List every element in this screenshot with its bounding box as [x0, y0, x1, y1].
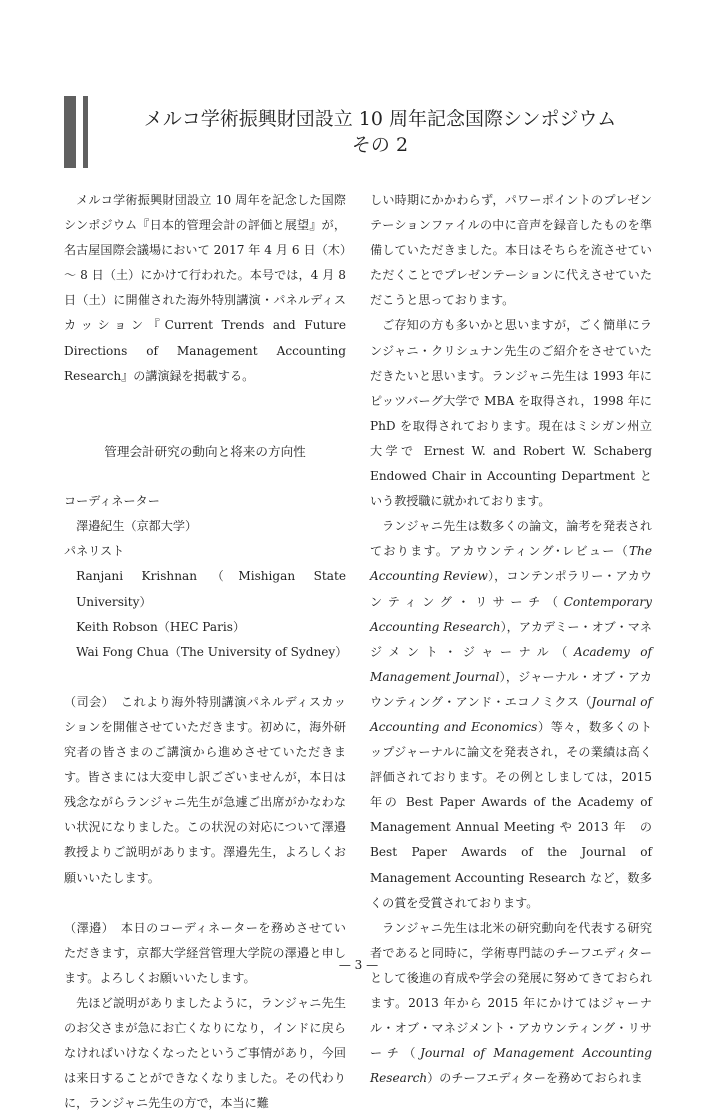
panelist-label: パネリスト	[64, 544, 125, 559]
journal-title: Journal of Management Accounting Research	[370, 1046, 652, 1086]
left-column	[64, 188, 346, 1116]
moderator-speech: これより海外特別講演パネルディスカッションを開催させていただきます。初めに，海外研究者の皆さまのご講演から進めさせていただきます。皆さまには大変申し訳ございませんが，本日は残念ながらランジャニ先生が急遽ご出席がかなわない状況になりました。この状況の対応について澤邉教授よりご説明があります。澤邉先生，よろしくお願いいたします。	[64, 694, 346, 885]
sawabe-speech: 本日のコーディネーターを務めさせていただきます，京都大学経営管理大学院の澤邉と申します。よろしくお願いいたします。	[64, 920, 346, 985]
panelist-item: Keith Robson（HEC Paris）	[76, 619, 246, 634]
text-run: ），アカデミー・オブ・マネジメント・ジャーナル（	[370, 619, 653, 659]
journal-title: Contemporary Accounting Research	[370, 594, 652, 634]
sawabe-speaker-label: （澤邉）	[64, 920, 109, 935]
right-column	[370, 188, 652, 1091]
article-title-line2: その 2	[351, 134, 409, 156]
panelist-item: Ranjani Krishnan（Mishigan State University）	[76, 569, 346, 609]
text-run: ランジャニ先生は数多くの論文，論考を発表されております。アカウンティング･レビュー（	[370, 519, 652, 559]
journal-title: Academy of Management Journal	[370, 644, 652, 684]
body-paragraph-1: しい時期にかかわらず，パワーポイントのプレゼンテーションファイルの中に音声を録音したものを準備していただきました。本日はそちらを流させていただくことでプレゼンテーションに代えさせていただこうと思っております。	[370, 193, 652, 308]
coordinator-name: 澤邉紀生（京都大学）	[76, 519, 198, 534]
text-run: ）のチーフエディターを務めておられま	[427, 1071, 643, 1086]
page-number: — 3 —	[338, 958, 379, 972]
intro-paragraph: メルコ学術振興財団設立 10 周年を記念した国際シンポジウム『日本的管理会計の評価と展望』が，名古屋国際会議場において 2017 年 4 月 6 日（木）～ 8 日（土）にかけて行われた。本号では，4 月 8 日（土）に開催された海外特別講演・パネルディスカッション『Current Trends and Future Directions of Management Accounting Research』の講演録を掲載する。	[64, 193, 346, 383]
sawabe-paragraph-2: 先ほど説明がありましたように，ランジャニ先生のお父さまが急にお亡くなりになり，インドに戻らなければいけなくなったというご事情があり，今回は来日することができなくなりました。その代わりに，ランジャニ先生の方で，本当に難	[64, 996, 346, 1111]
body-paragraph-3	[370, 514, 652, 916]
text-run: ）等々，数多くのトップジャーナルに論文を発表され，その業績は高く評価されております。その例としましては，2015 年の Best Paper Awards of the Academy of Management Annual Meeting や 2013 年 の Best Paper Awards of the Journal of Management Accounting Research など，数多くの賞を受賞されております。	[370, 719, 652, 910]
article-title	[100, 106, 660, 158]
body-paragraph-2: ご存知の方も多いかと思いますが，ごく簡単にランジャニ・クリシュナン先生のご紹介をさせていただきたいと思います。ランジャニ先生は 1993 年にピッツバーグ大学で MBA を取得され，1998 年に PhD を取得されております。現在はミシガン州立大学で Ernest W. and Robert W. Schaberg Endowed Chair in Accounting Department という教授職に就かれております。	[370, 318, 652, 509]
section-heading: 管理会計研究の動向と将来の方向性	[104, 443, 306, 459]
text-run: ），コンテンポラリー・アカウンティング・リサーチ（	[370, 569, 652, 609]
panelist-item: Wai Fong Chua（The University of Sydney）	[76, 644, 348, 659]
moderator-speaker-label: （司会）	[64, 694, 109, 709]
journal-title: The Accounting Review	[370, 544, 652, 584]
journal-title: Journal of Accounting and Economics	[370, 694, 652, 734]
coordinator-label: コーディネーター	[64, 494, 160, 509]
text-run: ランジャニ先生は北米の研究動向を代表する研究者であると同時に，学術専門誌のチーフエディターとして後進の育成や学会の発展に努めてきておられます。2013 年から 2015 年にかけてはジャーナル・オブ・マネジメント・アカウンティング・リサーチ（	[370, 920, 652, 1061]
sawabe-paragraph	[64, 916, 346, 991]
text-run: ），ジャーナル・オブ・アカウンティング・アンド・エコノミクス（	[370, 669, 652, 709]
title-bar-thick	[64, 96, 76, 168]
title-bar-thin	[83, 96, 88, 168]
body-paragraph-4	[370, 916, 652, 1092]
moderator-paragraph	[64, 690, 346, 891]
article-title-line1: メルコ学術振興財団設立 10 周年記念国際シンポジウム	[143, 108, 617, 130]
